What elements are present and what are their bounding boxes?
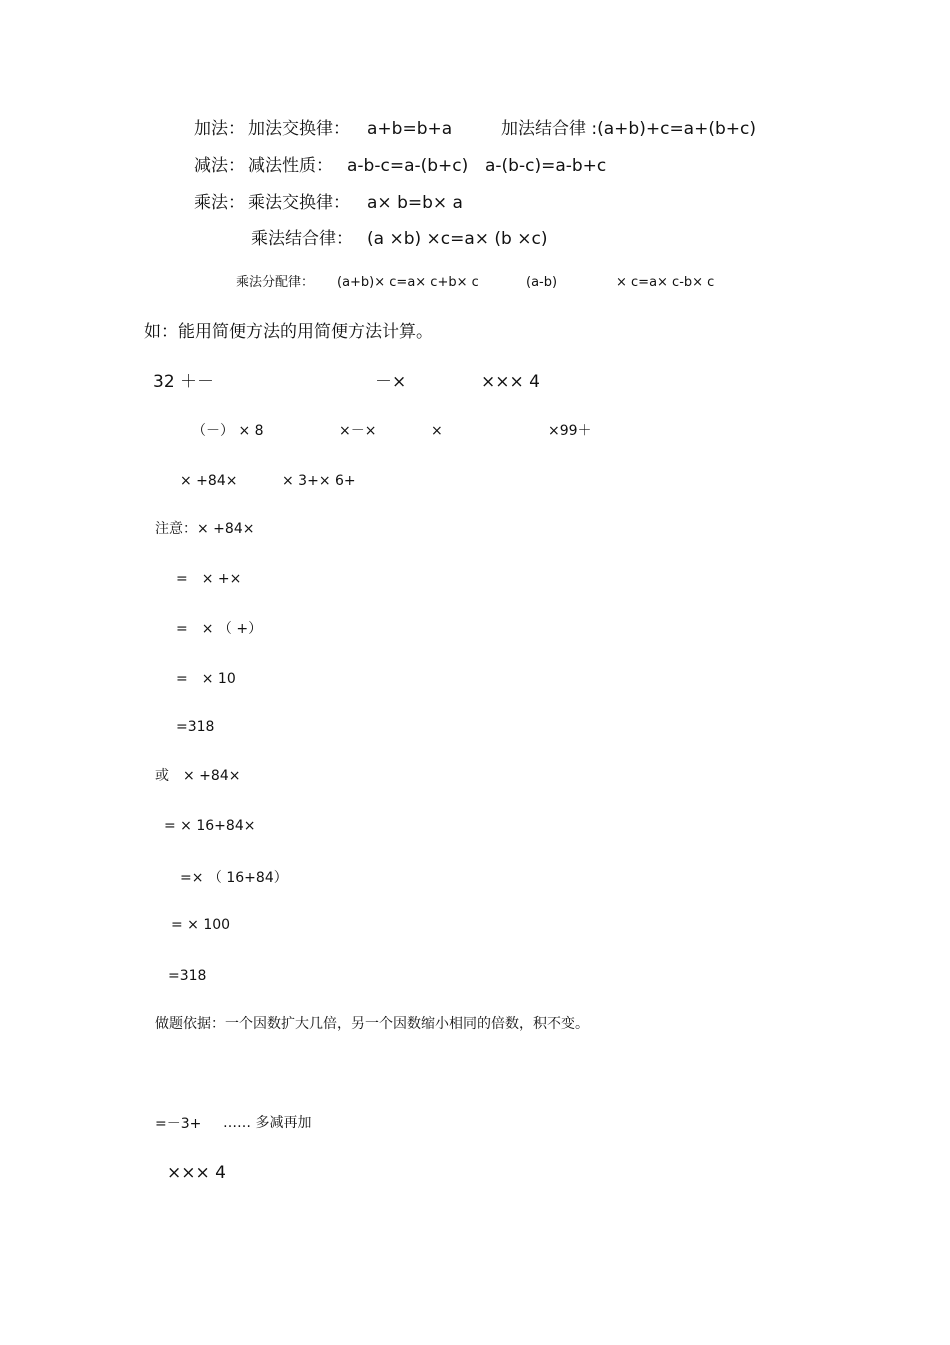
exercise-8: × +84× bbox=[180, 473, 238, 489]
solution-1-step-2: = × （ +） bbox=[176, 621, 263, 637]
solution-1-result: =318 bbox=[176, 719, 215, 735]
solution-1-step-1: = × +× bbox=[176, 571, 242, 587]
exercise-5: ×－× bbox=[339, 423, 377, 439]
solution-2-result: =318 bbox=[168, 968, 207, 984]
solution-1-step-3: = × 10 bbox=[176, 671, 236, 687]
mul-distributive-formula-1: (a+b)× c=a× c+b× c bbox=[337, 275, 479, 290]
sub-formula-1: a-b-c=a-(b+c) bbox=[347, 156, 469, 176]
add-label: 加法： bbox=[194, 119, 245, 139]
extra-line-2: ××× 4 bbox=[167, 1163, 226, 1183]
solution-2-step-3: = × 100 bbox=[171, 917, 231, 933]
solution-2-label: 或 × +84× bbox=[155, 768, 241, 784]
mul-associative-formula: (a ×b) ×c=a× (b ×c) bbox=[367, 229, 548, 249]
solution-2-step-2: =× （ 16+84） bbox=[180, 870, 288, 886]
sub-property-name: 减法性质： bbox=[248, 156, 333, 176]
exercise-9: × 3+× 6+ bbox=[282, 473, 356, 489]
mul-label: 乘法： bbox=[194, 193, 245, 213]
exercise-6: × bbox=[431, 423, 443, 439]
mul-commutative-formula: a× b=b× a bbox=[367, 193, 463, 213]
mul-distributive-name: 乘法分配律： bbox=[236, 275, 315, 290]
exercise-4: （－） × 8 bbox=[192, 423, 264, 439]
add-associative: 加法结合律 :(a+b)+c=a+(b+c) bbox=[501, 119, 756, 139]
exercise-1: 32 ＋－ bbox=[153, 372, 215, 392]
basis-note: 做题依据：一个因数扩大几倍，另一个因数缩小相同的倍数，积不变。 bbox=[155, 1016, 589, 1032]
extra-line-1-formula: =－3+ bbox=[155, 1116, 202, 1132]
sub-formula-2: a-(b-c)=a-b+c bbox=[485, 156, 607, 176]
example-intro: 如：能用简便方法的用简便方法计算。 bbox=[144, 322, 433, 342]
exercise-3: ××× 4 bbox=[481, 372, 540, 392]
add-commutative-formula: a+b=b+a bbox=[367, 119, 453, 139]
mul-commutative-name: 乘法交换律： bbox=[248, 193, 350, 213]
solution-2-step-1: = × 16+84× bbox=[164, 818, 256, 834]
solution-1-label: 注意：× +84× bbox=[155, 521, 255, 537]
exercise-2: －× bbox=[375, 372, 407, 392]
mul-associative-name: 乘法结合律： bbox=[251, 229, 353, 249]
exercise-7: ×99＋ bbox=[548, 423, 592, 439]
mul-distributive-formula-3: × c=a× c-b× c bbox=[616, 275, 715, 290]
sub-label: 减法： bbox=[194, 156, 245, 176]
extra-line-1-note: …… 多减再加 bbox=[223, 1115, 312, 1131]
add-commutative-name: 加法交换律： bbox=[248, 119, 350, 139]
mul-distributive-formula-2: (a-b) bbox=[526, 275, 558, 290]
